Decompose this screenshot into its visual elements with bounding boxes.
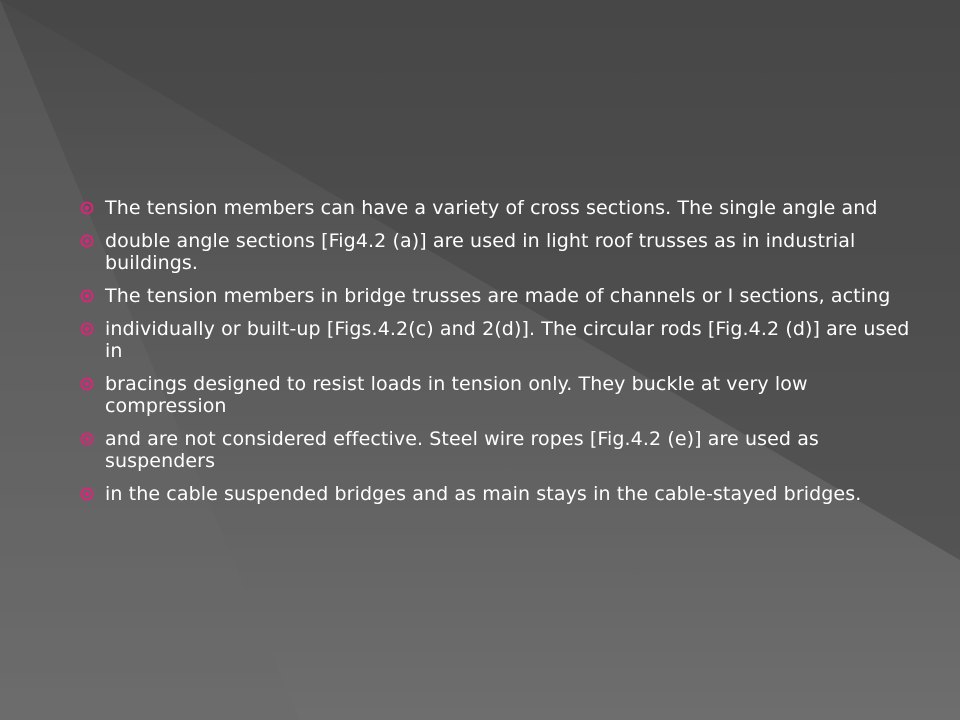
bullet-text: in the cable suspended bridges and as main stays in the cable-stayed bridges.: [105, 483, 862, 505]
bullet-item: [80, 285, 930, 307]
target-bullet-icon: [80, 322, 94, 336]
target-bullet-icon: [80, 201, 94, 215]
bullet-text: double angle sections [Fig4.2 (a)] are used in light roof trusses as in industrial buildings.: [105, 230, 856, 274]
target-bullet-icon: [80, 487, 94, 501]
bullet-item: [80, 230, 930, 274]
bullet-text: bracings designed to resist loads in tension only. They buckle at very low compression: [105, 373, 808, 417]
bullet-item: [80, 318, 930, 362]
bullet-text: The tension members in bridge trusses are made of channels or I sections, acting: [105, 285, 891, 307]
target-bullet-icon: [80, 234, 94, 248]
bullet-item: [80, 373, 930, 417]
slide-content: [80, 197, 930, 516]
bullet-text: and are not considered effective. Steel wire ropes [Fig.4.2 (e)] are used as suspenders: [105, 428, 819, 472]
bullet-item: [80, 428, 930, 472]
bullet-text: The tension members can have a variety of cross sections. The single angle and: [105, 197, 878, 219]
bullet-item: [80, 197, 930, 219]
bullet-text: individually or built-up [Figs.4.2(c) and 2(d)]. The circular rods [Fig.4.2 (d)] are used in: [105, 318, 910, 362]
target-bullet-icon: [80, 377, 94, 391]
target-bullet-icon: [80, 289, 94, 303]
bullet-list: [80, 197, 930, 505]
bullet-item: [80, 483, 930, 505]
target-bullet-icon: [80, 432, 94, 446]
